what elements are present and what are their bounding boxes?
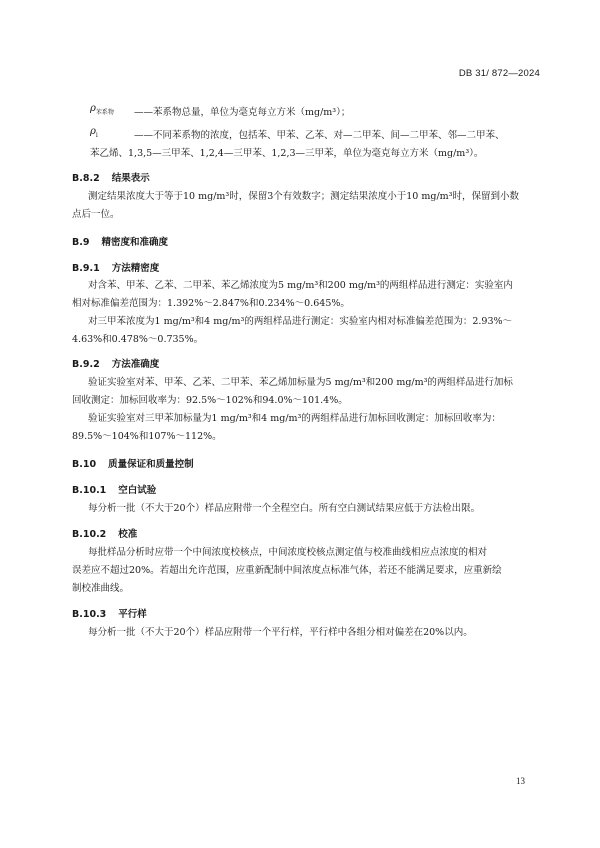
page-number: 13 xyxy=(516,776,525,786)
section-heading-b92: B.9.2 方法准确度 xyxy=(72,359,160,370)
section-heading-b10: B.10 质量保证和质量控制 xyxy=(72,459,194,470)
definition-text: ——不同苯系物的浓度，包括苯、甲苯、乙苯、对—二甲苯、间—二甲苯、邻—二甲苯、 xyxy=(134,130,505,141)
paragraph-line: 每分析一批（不大于20个）样品应附带一个全程空白。所有空白测试结果应低于方法检出限。 xyxy=(88,503,481,514)
section-heading-b103: B.10.3 平行样 xyxy=(72,609,147,620)
definition-text: ——苯系物总量，单位为毫克每立方米（mg/m³）； xyxy=(134,107,351,118)
section-heading-b9: B.9 精密度和准确度 xyxy=(72,237,168,248)
section-heading-b91: B.9.1 方法精密度 xyxy=(72,263,160,274)
paragraph-line: 相对标准偏差范围为：1.392%～2.847%和0.234%～0.645%。 xyxy=(72,298,350,309)
paragraph-line: 对三甲苯浓度为1 mg/m³和4 mg/m³的两组样品进行测定：实验室内相对标准偏差范围为：2.93%～ xyxy=(88,316,513,327)
paragraph-line: 每分析一批（不大于20个）样品应附带一个平行样，平行样中各组分相对偏差在20%以内。 xyxy=(88,627,473,638)
paragraph-line: 制校准曲线。 xyxy=(72,583,130,594)
section-heading-b102: B.10.2 校准 xyxy=(72,529,138,540)
paragraph-line: 误差应不超过20%。若超出允许范围，应重新配制中间浓度点标准气体，若还不能满足要求，应重新绘 xyxy=(72,565,502,576)
paragraph-line: 验证实验室对三甲苯加标量为1 mg/m³和4 mg/m³的两组样品进行加标回收测定：加标回收率为： xyxy=(88,413,501,424)
paragraph-line: 对含苯、甲苯、乙苯、二甲苯、苯乙烯浓度为5 mg/m³和200 mg/m³的两组样品进行测定：实验室内 xyxy=(88,280,513,291)
paragraph-line: 验证实验室对苯、甲苯、乙苯、二甲苯、苯乙烯加标量为5 mg/m³和200 mg/m³的两组样品进行加标 xyxy=(88,377,513,388)
paragraph-line: 每批样品分析时应带一个中间浓度校核点，中间浓度校核点测定值与校准曲线相应点浓度的相对 xyxy=(88,547,488,558)
paragraph-line: 测定结果浓度大于等于10 mg/m³时，保留3个有效数字；测定结果浓度小于10 mg/m³时，保留到小数 xyxy=(88,191,519,202)
paragraph-line: 4.63%和0.478%～0.735%。 xyxy=(72,334,204,345)
document-id: DB 31/ 872—2024 xyxy=(458,68,540,79)
symbol-rho-benzene: $\rho_{苯系物}$ xyxy=(90,103,114,116)
paragraph-line: 点后一位。 xyxy=(72,209,120,220)
section-heading-b101: B.10.1 空白试验 xyxy=(72,485,157,496)
paragraph-line: 回收测定：加标回收率为：92.5%～102%和94.0%～101.4%。 xyxy=(72,395,348,406)
section-heading-b82: B.8.2 结果表示 xyxy=(72,173,150,184)
paragraph-line: 89.5%～104%和107%～112%。 xyxy=(72,431,222,442)
symbol-rho-i: $\rho_i$ xyxy=(90,126,98,139)
definition-text-cont: 苯乙烯、1,3,5—三甲苯、1,2,4—三甲苯、1,2,3—三甲苯，单位为毫克每立方米（mg/m³）。 xyxy=(90,148,484,159)
